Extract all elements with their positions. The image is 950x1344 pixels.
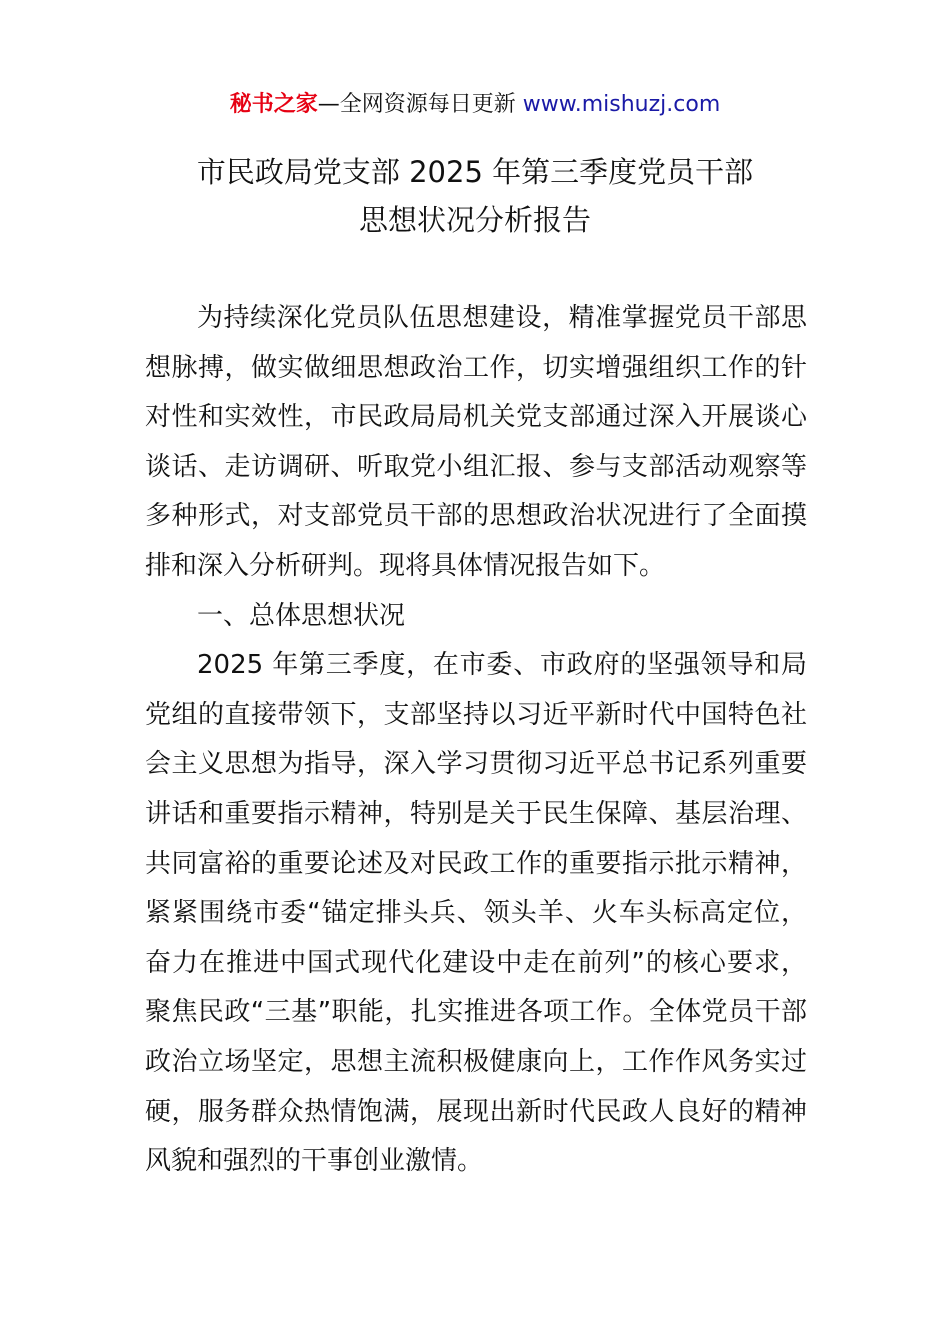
section-paragraph: 2025 年第三季度，在市委、市政府的坚强领导和局党组的直接带领下，支部坚持以习近平新时代中国特色社会主义思想为指导，深入学习贯彻习近平总书记系列重要讲话和重要指示精神，特别是关于民生保障、基层治理、共同富裕的重要论述及对民政工作的重要指示批示精神，紧紧围绕市委“锚定排头兵、领头羊、火车头标高定位，奋力在推进中国式现代化建设中走在前列”的核心要求，聚焦民政“三基”职能，扎实推进各项工作。全体党员干部政治立场坚定，思想主流积极健康向上，工作作风务实过硬，服务群众热情饱满，展现出新时代民政人良好的精神风貌和强烈的干事创业激情。	[145, 650, 807, 1177]
title-line-1: 市民政局党支部 2025 年第三季度党员干部	[196, 155, 754, 189]
title-line-2: 思想状况分析报告	[358, 203, 591, 237]
document-body	[145, 294, 807, 1187]
site-tagline: —全网资源每日更新	[317, 92, 523, 117]
brand-name: 秘书之家	[229, 92, 318, 117]
section-heading: 一、总体思想状况	[197, 600, 406, 631]
intro-paragraph: 为持续深化党员队伍思想建设，精准掌握党员干部思想脉搏，做实做细思想政治工作，切实增强组织工作的针对性和实效性，市民政局局机关党支部通过深入开展谈心谈话、走访调研、听取党小组汇报、参与支部活动观察等多种形式，对支部党员干部的思想政治状况进行了全面摸排和深入分析研判。现将具体情况报告如下。	[145, 303, 807, 581]
document-title	[0, 148, 950, 244]
site-header	[0, 88, 950, 122]
site-url-link[interactable]: www.mishuzj.com	[522, 92, 721, 117]
